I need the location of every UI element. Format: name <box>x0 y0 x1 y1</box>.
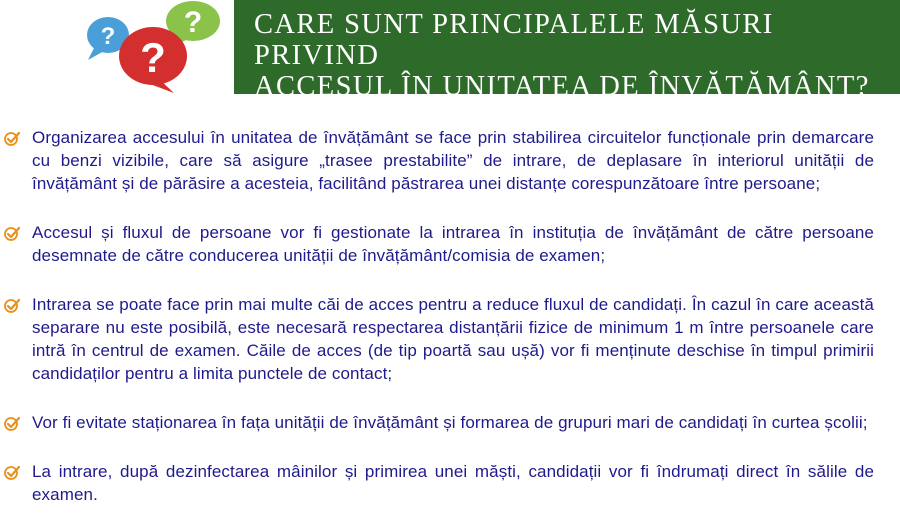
list-item <box>0 126 900 195</box>
speech-bubbles-question-icon <box>80 0 230 94</box>
measures-list <box>0 126 900 532</box>
measure-text: Accesul și fluxul de persoane vor fi gestionate la intrarea în instituția de învățământ de către persoane desemnate de către conducerea unității de învățământ/comisia de examen; <box>32 223 874 265</box>
red-bubble-icon <box>119 27 187 93</box>
measure-text: La intrare, după dezinfectarea mâinilor și primirea unei măști, candidații vor fi îndrumați direct în sălile de examen. <box>32 462 874 504</box>
measure-text: Organizarea accesului în unitatea de învățământ se face prin stabilirea circuitelor funcționale prin demarcare cu benzi vizibile, care să asigure „trasee prestabilite” de intrare, de deplasare în interiorul unității de învățământ și de părăsire a acesteia, facilitând păstrarea unei distanțe corespunzătoare între persoane; <box>32 128 874 193</box>
header-banner <box>234 0 900 102</box>
check-icon <box>4 416 21 431</box>
list-item <box>0 221 900 267</box>
check-icon <box>4 226 21 241</box>
list-item <box>0 460 900 506</box>
check-icon <box>4 131 21 146</box>
check-icon <box>4 298 21 313</box>
check-icon <box>4 465 21 480</box>
measure-text: Vor fi evitate staționarea în fața unității de învățământ și formarea de grupuri mari de candidați în curtea școlii; <box>32 413 868 432</box>
list-item <box>0 411 900 434</box>
svg-text:?: ? <box>140 34 166 81</box>
measure-text: Intrarea se poate face prin mai multe căi de acces pentru a reduce fluxul de candidați. În cazul în care această separare nu este posibilă, este necesară respectarea distanțării fizice de minimum 1 m între persoanele care intră în centrul de examen. Căile de acces (de tip poartă sau ușă) vor fi menținute deschise în timpul primirii candidaților pentru a limita punctele de contact; <box>32 295 874 383</box>
list-item <box>0 293 900 385</box>
svg-text:?: ? <box>100 23 116 50</box>
svg-text:?: ? <box>183 6 203 39</box>
page-title: CARE SUNT PRINCIPALELE MĂSURI PRIVIND ACCESUL ÎN UNITATEA DE ÎNVĂȚĂMÂNT? <box>254 9 870 102</box>
